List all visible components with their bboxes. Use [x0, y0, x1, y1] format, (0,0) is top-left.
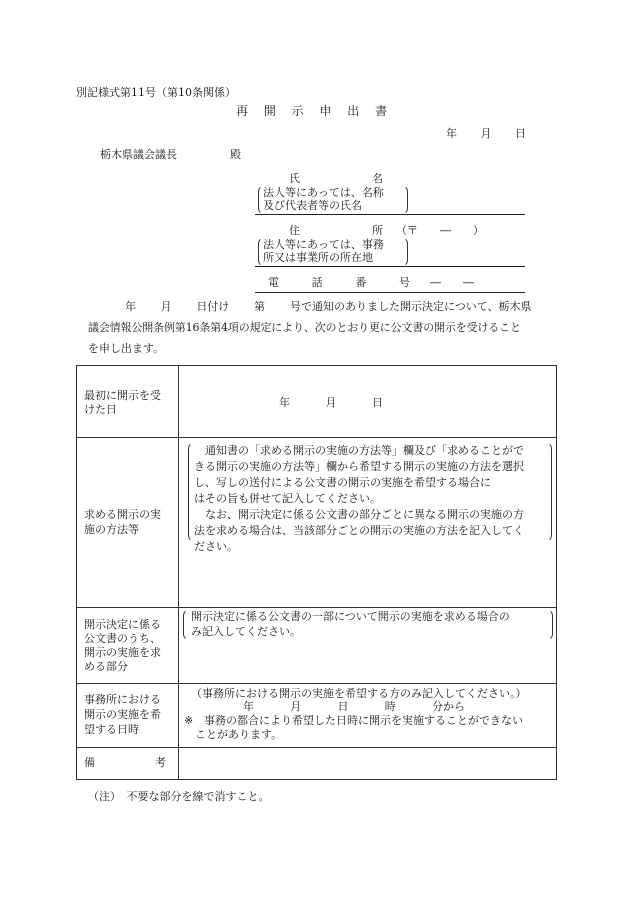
- intro-day: 日付け: [196, 300, 230, 313]
- office-note: （事務所における開示の実施を希望する方のみ記入してください。）: [191, 687, 527, 700]
- row-office: [77, 684, 557, 748]
- name-underline: [255, 214, 525, 215]
- intro-number-prefix: 第: [253, 300, 265, 313]
- name-note-2: 及び代表者等の氏名: [263, 199, 362, 212]
- partial-label-3: 開示の実施を求: [84, 646, 161, 659]
- first-date-day: 日: [372, 396, 383, 409]
- name-label-2: 名: [372, 172, 383, 185]
- row-first-disclosure-date: [77, 366, 557, 438]
- first-date-label-2: けた日: [84, 403, 117, 417]
- form-number: 別記様式第11号（第10条関係）: [76, 86, 236, 99]
- partial-value-cell[interactable]: [179, 608, 557, 684]
- date-year-label: 年: [446, 127, 457, 140]
- first-date-label-cell: [77, 366, 179, 438]
- office-label-cell: [77, 684, 179, 748]
- name-label-1: 氏: [289, 172, 300, 185]
- request-table: [76, 365, 557, 780]
- method-label-cell: [77, 438, 179, 608]
- partial-label-1: 開示決定に係る: [84, 618, 161, 631]
- method-note-p2-3: ださい。: [194, 540, 238, 553]
- row-partial: [77, 608, 557, 684]
- office-warning-2: ことがあります。: [195, 728, 283, 741]
- partial-note: [191, 609, 510, 639]
- partial-note-1: 開示決定に係る公文書の一部について開示の実施を求める場合の: [191, 610, 510, 623]
- phone-format: ― ―: [430, 276, 474, 289]
- office-hour: 時: [384, 700, 396, 713]
- method-note-p1-1: 通知書の「求める開示の実施の方法等」欄及び「求めることがで: [194, 444, 524, 457]
- row-remarks: [77, 748, 557, 780]
- method-note-p2-1: なお、開示決定に係る公文書の部分ごとに異なる開示の実施の方: [194, 508, 524, 521]
- office-day: 日: [337, 700, 349, 713]
- row-method: [77, 438, 557, 608]
- intro-date-fields: [125, 300, 265, 314]
- method-note: [194, 443, 550, 555]
- date-month-label: 月: [480, 127, 492, 140]
- office-label-1: 事務所における: [84, 693, 161, 706]
- partial-label-4: める部分: [84, 660, 128, 673]
- title-text: 再 開 示 申 出 書: [236, 104, 388, 118]
- method-note-p1-2: きる開示の実施の方法等」欄から希望する開示の実施の方法を選択: [194, 460, 524, 473]
- address-label-1: 住: [289, 224, 300, 237]
- phone-label-1: 電: [268, 276, 279, 289]
- method-label-1: 求める開示の実: [84, 508, 161, 522]
- intro-line-2: 議会情報公開条例第16条第4項の規定により、次のとおり更に公文書の開示を受けること: [88, 321, 521, 334]
- partial-note-2: み記入してください。: [191, 625, 301, 638]
- phone-label-3: 番: [355, 276, 367, 289]
- address-label-2: 所: [372, 224, 383, 237]
- partial-label-cell: [77, 608, 179, 684]
- remarks-label-2: 考: [155, 756, 166, 770]
- partial-label-2: 公文書のうち、: [84, 632, 161, 645]
- phone-label-4: 号: [398, 276, 410, 289]
- office-value-cell[interactable]: [179, 684, 557, 748]
- method-note-p1-3: し、写しの送付による公文書の開示の実施を希望する場合に: [194, 476, 491, 489]
- date-day-label: 日: [515, 127, 526, 140]
- postal-code-label: （〒 ― ）: [396, 224, 484, 237]
- first-date-value-cell[interactable]: [179, 366, 557, 438]
- office-minute: 分から: [432, 700, 465, 713]
- first-date-year: 年: [279, 396, 290, 409]
- office-label-2: 開示の実施を希: [84, 708, 161, 721]
- remarks-value-cell[interactable]: [179, 748, 557, 780]
- addressee: 栃木県議会議長: [100, 148, 177, 161]
- office-datetime: [243, 700, 465, 714]
- method-note-p1-4: はその旨も併せて記入してください。: [194, 492, 381, 505]
- address-note-2: 所又は事業所の所在地: [263, 251, 373, 264]
- remarks-label-1: 備: [84, 756, 95, 770]
- phone-label-2: 話: [311, 276, 323, 289]
- intro-line-3: を申し出ます。: [88, 342, 165, 355]
- method-value-cell[interactable]: [179, 438, 557, 608]
- phone-underline: [255, 292, 525, 293]
- method-note-p2-2: 法を求める場合は、当該部分ごとの開示の実施の方法を記入してく: [194, 524, 524, 537]
- address-note-1: 法人等にあっては、事務: [263, 238, 384, 251]
- footnote: （注） 不要な部分を線で消すこと。: [88, 790, 270, 803]
- address-underline: [255, 266, 525, 267]
- first-date-label-1: 最初に開示を受: [84, 389, 161, 402]
- office-month: 月: [290, 700, 302, 713]
- office-label-3: 望する日時: [84, 723, 139, 736]
- method-label-2: 施の方法等: [84, 522, 139, 536]
- office-warning-mark: ※: [184, 714, 194, 727]
- intro-line-1: 号で通知のありました開示決定について、栃木県: [290, 300, 532, 313]
- document-title: [236, 104, 394, 120]
- office-year: 年: [243, 700, 254, 713]
- addressee-suffix: 殿: [230, 148, 241, 161]
- phone-label: [268, 276, 410, 290]
- intro-year: 年: [125, 300, 136, 313]
- intro-month: 月: [160, 300, 172, 313]
- office-warning-1: 事務の都合により希望した日時に開示を実施することができない: [204, 714, 523, 727]
- date-header: [446, 127, 526, 141]
- first-date-month: 月: [325, 396, 337, 409]
- remarks-label-cell: [77, 748, 179, 780]
- name-note-1: 法人等にあっては、名称: [263, 186, 384, 199]
